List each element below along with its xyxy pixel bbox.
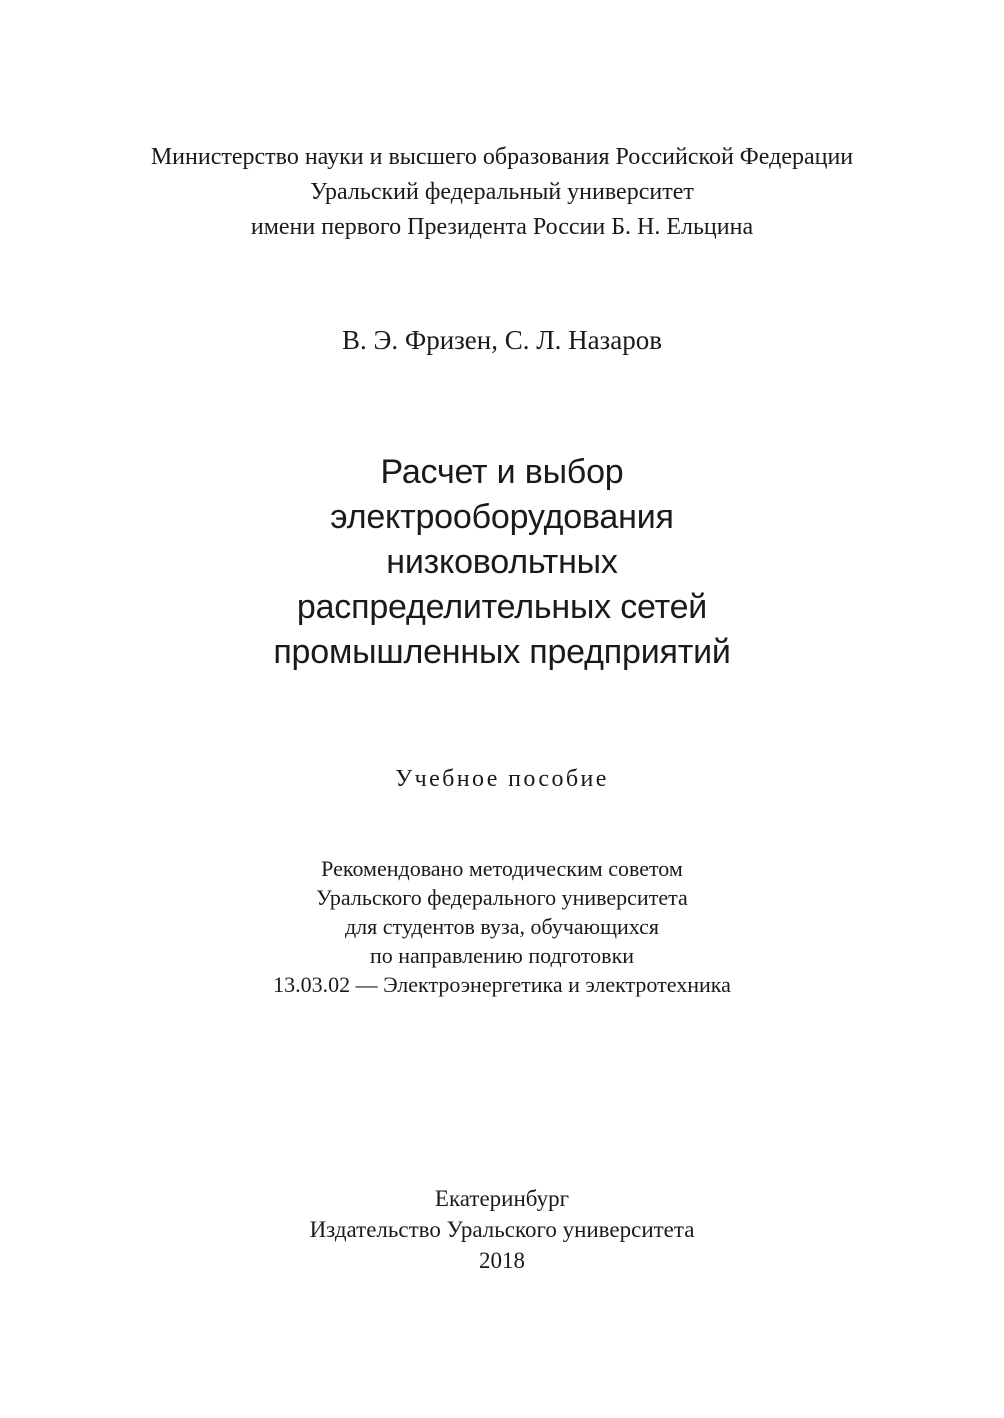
recommendation-line: Уральского федерального университета [316, 885, 688, 910]
recommendation-line: Рекомендовано методическим советом [321, 856, 683, 881]
book-title-line: электрооборудования [330, 498, 674, 536]
recommendation-line: для студентов вуза, обучающихся [344, 914, 660, 939]
book-title-line: низковольтных [386, 543, 618, 581]
recommendation-line: по направлению подготовки [369, 943, 635, 968]
document-type [0, 764, 1004, 794]
book-title-line: распределительных сетей [296, 588, 708, 626]
document-type-text: Учебное пособие [395, 766, 609, 792]
imprint-city: Екатеринбург [434, 1186, 570, 1211]
authors-text: В. Э. Фризен, С. Л. Назаров [342, 325, 662, 355]
imprint-year: 2018 [479, 1248, 525, 1273]
recommendation-block [0, 854, 1004, 999]
book-title-line: Расчет и выбор [380, 453, 624, 491]
recommendation-line: 13.03.02 — Электроэнергетика и электротехника [273, 972, 731, 997]
imprint-publisher: Издательство Уральского университета [309, 1217, 695, 1242]
organization-line: Уральский федеральный университет [310, 179, 694, 205]
organization-line: Министерство науки и высшего образования Российской Федерации [150, 144, 854, 170]
imprint-block [0, 1183, 1004, 1276]
book-title-line: промышленных предприятий [273, 633, 731, 671]
book-title [0, 450, 1004, 675]
authors [0, 322, 1004, 358]
organization-block [0, 140, 1004, 245]
organization-line: имени первого Президента России Б. Н. Ельцина [250, 214, 754, 240]
